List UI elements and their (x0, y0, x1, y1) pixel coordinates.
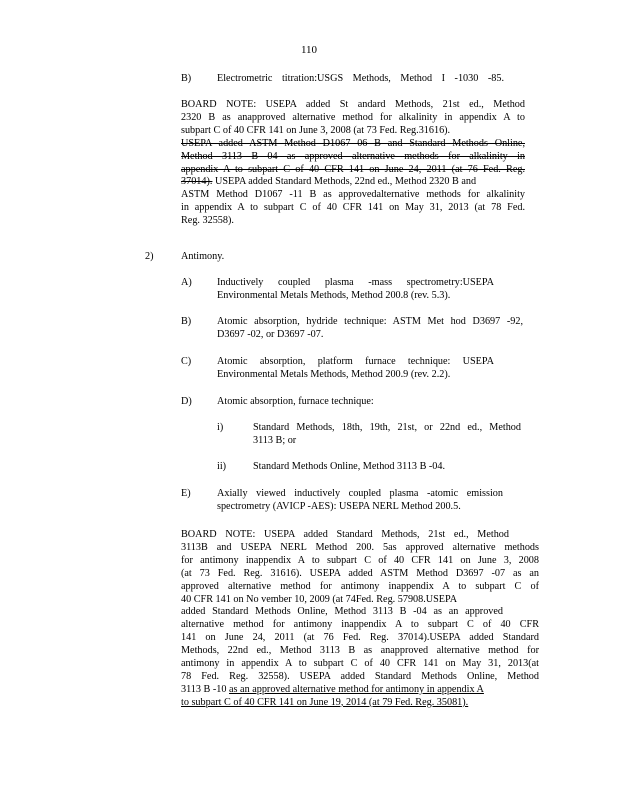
note1-line: BOARD NOTE: USEPA added St andard Methods, 21st ed., Method (181, 99, 525, 110)
note2-line: Methods, 22nd ed., Method 3113 B as anapproved alternative method for (181, 645, 539, 657)
item-e-label: E) (181, 488, 191, 499)
item-c-label: C) (181, 356, 192, 367)
item-e-line: spectrometry (AVICP -AES): USEPA NERL Method 200.5. (217, 500, 461, 512)
section-2-number: 2) (145, 251, 154, 262)
item-c-text (217, 356, 494, 382)
note2-underlined-line: to subpart C of 40 CFR 141 on June 19, 2014 (at 79 Fed. Reg. 35081). (181, 696, 469, 708)
note1-added-fragment: USEPA added Standard Methods, 22nd ed., Method 2320 B and (212, 176, 477, 188)
item-d-label: D) (181, 396, 192, 407)
item-c-line: Atomic absorption, platform furnace technique: USEPA (217, 356, 494, 367)
note2-underlined-fragment: as an approved alternative method for antimony in appendix A (229, 683, 484, 695)
item-b-text (217, 316, 523, 342)
note2-line: approved alternative method for antimony inappendix A to subpart C of (181, 580, 539, 592)
note2-line: 141 on June 24, 2011 (at 76 Fed. Reg. 37014).USEPA added Standard (181, 632, 539, 644)
note1-struck-fragment: 37014). (181, 176, 213, 188)
note1-struck-line: appendix A to subpart C of 40 CFR 141 on June 24, 2011 (at 76 Fed. Reg. (181, 163, 525, 175)
item-a-text (217, 277, 494, 303)
note2-line: (at 73 Fed. Reg. 31616). USEPA added ASTM Method D3697 -07 as an (181, 567, 539, 579)
item-a-line: Environmental Metals Methods, Method 200.8 (rev. 5.3). (217, 289, 451, 301)
item-a-label: A) (181, 277, 192, 288)
note1-line: in appendix A to subpart C of 40 CFR 141 on May 31, 2013 (at 78 Fed. (181, 202, 525, 214)
sub-item-i-line: Standard Methods, 18th, 19th, 21st, or 22nd ed., Method (253, 422, 521, 433)
note2-mixed-line (181, 684, 539, 697)
note2-line-short (181, 529, 509, 542)
note2-line: antimony in appendix A to subpart C of 40 CFR 141 on May 31, 2013(at (181, 658, 539, 670)
item-e-line: Axially viewed inductively coupled plasma -atomic emission (217, 488, 503, 499)
note1-line: subpart C of 40 CFR 141 on June 3, 2008 (at 73 Fed. Reg.31616). (181, 124, 451, 136)
page-number: 110 (300, 44, 318, 56)
sub-item-i-line: 3113 B; or (253, 434, 297, 446)
item-e-text (217, 488, 503, 514)
item-b-top-label: B) (181, 73, 192, 84)
board-note-2 (181, 529, 539, 710)
note1-struck-line: Method 3113 B 04 as approved alternative methods for alkalinity in (181, 150, 525, 162)
item-c-line: Environmental Metals Methods, Method 200.9 (rev. 2.2). (217, 368, 451, 380)
note1-struck-line: USEPA added ASTM Method D1067 06 B and Standard Methods Online, (181, 137, 525, 149)
note2-line: 78 Fed. Reg. 32558). USEPA added Standard Methods Online, Method (181, 670, 539, 682)
item-d-text: Atomic absorption, furnace technique: (217, 396, 374, 407)
sub-item-ii-text: Standard Methods Online, Method 3113 B -04. (253, 461, 446, 472)
note2-plain-fragment: 3113 B -10 (181, 683, 230, 695)
sub-item-ii-label: ii) (217, 461, 227, 472)
item-b-label: B) (181, 316, 192, 327)
item-b-line: D3697 -02, or D3697 -07. (217, 328, 324, 340)
note1-line: 2320 B as anapproved alternative method for alkalinity in appendix A to (181, 111, 525, 123)
sub-item-i-label: i) (217, 422, 224, 433)
board-note-1 (181, 99, 525, 228)
note2-line: 40 CFR 141 on No vember 10, 2009 (at 74Fed. Reg. 57908.USEPA (181, 593, 458, 605)
note2-line-short (181, 606, 503, 619)
note2-line: for antimony inappendix A to subpart C of 40 CFR 141 on June 3, 2008 (181, 554, 539, 566)
note1-line: Reg. 32558). (181, 215, 234, 227)
note2-line: alternative method for antimony inappendix A to subpart C of 40 CFR (181, 619, 539, 631)
note2-line: added Standard Methods Online, Method 3113 B -04 as an approved (181, 606, 503, 618)
section-2-title: Antimony. (181, 251, 225, 262)
note1-line: ASTM Method D1067 -11 B as approvedalternative methods for alkalinity (181, 189, 525, 201)
item-b-top-text: Electrometric titration:USGS Methods, Method I -1030 -85. (217, 73, 504, 84)
sub-item-i-text (253, 422, 521, 448)
note1-mixed-line (181, 176, 525, 189)
note2-line: 3113B and USEPA NERL Method 200. 5as approved alternative methods (181, 541, 539, 553)
note2-line: BOARD NOTE: USEPA added Standard Methods, 21st ed., Method (181, 529, 509, 540)
item-b-line: Atomic absorption, hydride technique: ASTM Met hod D3697 -92, (217, 316, 523, 327)
item-a-line: Inductively coupled plasma -mass spectrometry:USEPA (217, 277, 494, 288)
